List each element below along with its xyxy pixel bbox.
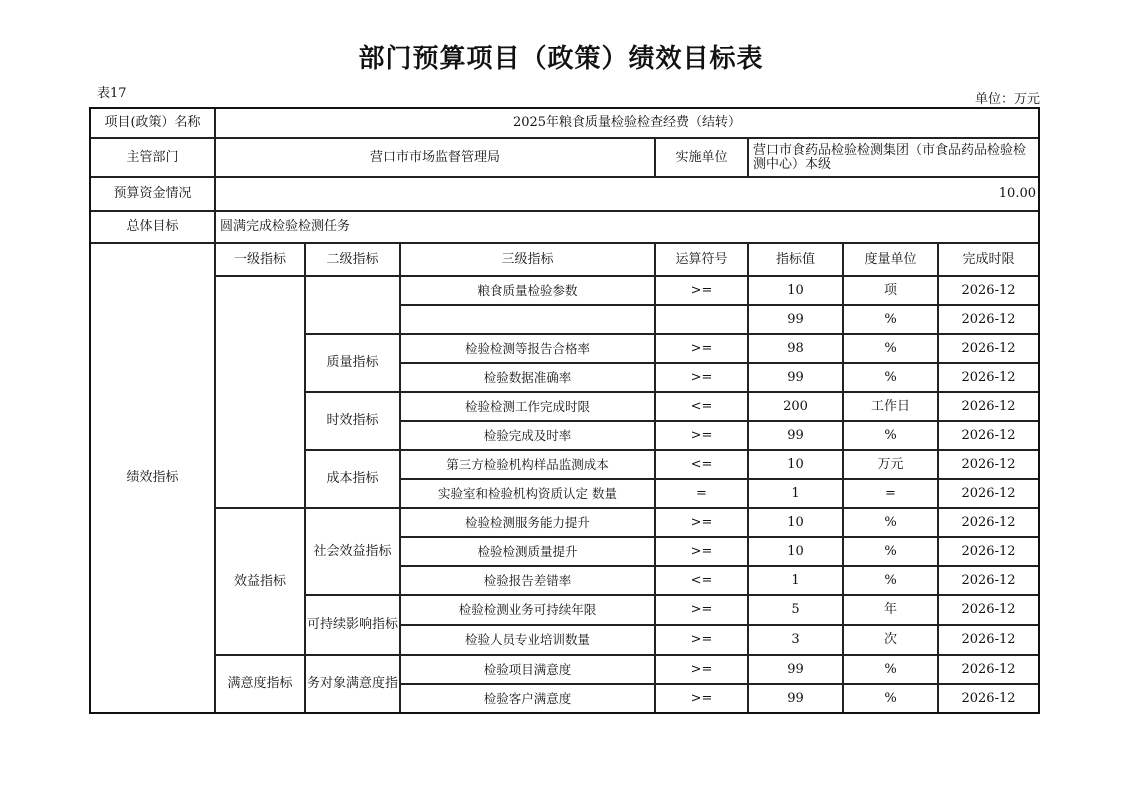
operator: >= [655, 595, 748, 625]
project-name-label: 项目(政策）名称 [90, 108, 215, 138]
operator: = [655, 479, 748, 508]
operator: >= [655, 684, 748, 713]
level3-header: 三级指标 [400, 243, 655, 276]
deadline: 2026-12 [938, 276, 1039, 305]
measure-unit: % [843, 566, 938, 595]
operator: >= [655, 334, 748, 363]
table-right-border [1038, 107, 1040, 714]
target-value: 99 [748, 363, 843, 392]
level2-sustainability-indicators: 可持续影响指标 [305, 595, 400, 655]
implementing-unit-value: 营口市食药品检验检测集团（市食品药品检验检测中心）本级 [748, 138, 1039, 177]
deadline: 2026-12 [938, 450, 1039, 479]
operator: >= [655, 276, 748, 305]
deadline: 2026-12 [938, 508, 1039, 537]
target-value: 10 [748, 450, 843, 479]
level1-output-indicators [215, 276, 305, 508]
measure-unit: 年 [843, 595, 938, 625]
level3-indicator: 检验客户满意度 [400, 684, 655, 713]
measure-unit: 项 [843, 276, 938, 305]
deadline: 2026-12 [938, 655, 1039, 684]
measure-unit: % [843, 655, 938, 684]
operator: >= [655, 363, 748, 392]
deadline: 2026-12 [938, 392, 1039, 421]
target-value: 10 [748, 276, 843, 305]
level2-timeliness-indicators: 时效指标 [305, 392, 400, 450]
operator: >= [655, 537, 748, 566]
measure-unit: % [843, 684, 938, 713]
target-value: 99 [748, 655, 843, 684]
deadline: 2026-12 [938, 334, 1039, 363]
operator: <= [655, 566, 748, 595]
measure-unit: 次 [843, 625, 938, 655]
unit-header: 度量单位 [843, 243, 938, 276]
budget-label: 预算资金情况 [90, 177, 215, 211]
deadline: 2026-12 [938, 625, 1039, 655]
target-value: 1 [748, 566, 843, 595]
target-value: 200 [748, 392, 843, 421]
level2-social-benefit-indicators: 社会效益指标 [305, 508, 400, 595]
target-value: 99 [748, 305, 843, 334]
measure-unit: % [843, 537, 938, 566]
level3-indicator: 检验检测工作完成时限 [400, 392, 655, 421]
deadline: 2026-12 [938, 566, 1039, 595]
level1-satisfaction-indicators: 满意度指标 [215, 655, 305, 713]
target-value: 1 [748, 479, 843, 508]
level1-benefit-indicators: 效益指标 [215, 508, 305, 655]
measure-unit: 万元 [843, 450, 938, 479]
table-top-border [89, 107, 1040, 109]
table-left-border [89, 107, 91, 714]
target-value: 5 [748, 595, 843, 625]
level3-indicator: 检验检测服务能力提升 [400, 508, 655, 537]
supervising-dept-label: 主管部门 [90, 138, 215, 177]
level3-indicator: 检验数据准确率 [400, 363, 655, 392]
table-bottom-border [89, 712, 1040, 714]
operator: >= [655, 508, 748, 537]
level2-header: 二级指标 [305, 243, 400, 276]
level2-quantity-indicators [305, 276, 400, 334]
overall-goal-value: 圆满完成检验检测任务 [215, 211, 1039, 243]
overall-goal-label: 总体目标 [90, 211, 215, 243]
operator-header: 运算符号 [655, 243, 748, 276]
target-value: 99 [748, 421, 843, 450]
level3-indicator: 检验完成及时率 [400, 421, 655, 450]
operator: <= [655, 392, 748, 421]
operator: >= [655, 625, 748, 655]
deadline: 2026-12 [938, 684, 1039, 713]
target-value: 98 [748, 334, 843, 363]
operator: <= [655, 450, 748, 479]
deadline-header: 完成时限 [938, 243, 1039, 276]
deadline: 2026-12 [938, 421, 1039, 450]
measure-unit: % [843, 334, 938, 363]
level1-header: 一级指标 [215, 243, 305, 276]
target-value: 3 [748, 625, 843, 655]
level3-indicator: 检验检测等报告合格率 [400, 334, 655, 363]
level3-indicator: 检验检测质量提升 [400, 537, 655, 566]
measure-unit: % [843, 421, 938, 450]
level3-indicator: 检验报告差错率 [400, 566, 655, 595]
level3-indicator: 检验检测业务可持续年限 [400, 595, 655, 625]
implementing-unit-label: 实施单位 [655, 138, 748, 177]
level2-quality-indicators: 质量指标 [305, 334, 400, 392]
target-value: 10 [748, 537, 843, 566]
deadline: 2026-12 [938, 479, 1039, 508]
level3-indicator: 实验室和检验机构资质认定 数量 [400, 479, 655, 508]
target-value-header: 指标值 [748, 243, 843, 276]
measure-unit: % [843, 305, 938, 334]
level3-indicator: 检验人员专业培训数量 [400, 625, 655, 655]
measure-unit: % [843, 508, 938, 537]
level2-cost-indicators: 成本指标 [305, 450, 400, 508]
operator: >= [655, 421, 748, 450]
target-value: 99 [748, 684, 843, 713]
table-number: 表17 [97, 86, 127, 101]
deadline: 2026-12 [938, 363, 1039, 392]
level3-indicator: 第三方检验机构样品监测成本 [400, 450, 655, 479]
budget-value: 10.00 [215, 177, 1039, 211]
target-value: 10 [748, 508, 843, 537]
deadline: 2026-12 [938, 537, 1039, 566]
measure-unit: % [843, 363, 938, 392]
supervising-dept-value: 营口市市场监督管理局 [215, 138, 655, 177]
level3-indicator: 粮食质量检验参数 [400, 276, 655, 305]
performance-indicators-label: 绩效指标 [90, 243, 215, 713]
deadline: 2026-12 [938, 305, 1039, 334]
level2-service-satisfaction-indicators: 务对象满意度指 [305, 655, 400, 713]
level3-indicator [400, 305, 655, 334]
page-title: 部门预算项目（政策）绩效目标表 [358, 44, 764, 74]
measure-unit: = [843, 479, 938, 508]
deadline: 2026-12 [938, 595, 1039, 625]
unit-label: 单位：万元 [974, 92, 1040, 107]
operator: >= [655, 655, 748, 684]
level3-indicator: 检验项目满意度 [400, 655, 655, 684]
measure-unit: 工作日 [843, 392, 938, 421]
operator [655, 305, 748, 334]
project-name-value: 2025年粮食质量检验检查经费（结转） [215, 108, 1039, 138]
